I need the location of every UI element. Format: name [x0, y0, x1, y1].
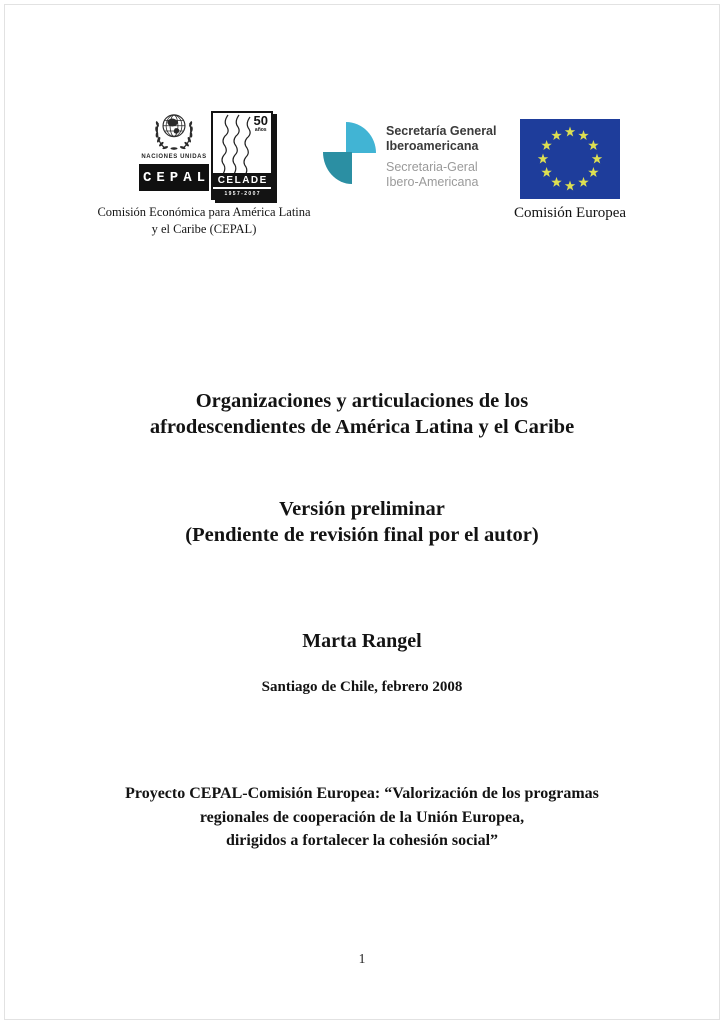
segib-pt-line2: Ibero-Americana	[386, 175, 479, 189]
segib-es-line1: Secretaría General	[386, 124, 497, 138]
un-cepal-logo	[139, 109, 209, 201]
eu-logo	[520, 119, 620, 199]
project-line2: regionales de cooperación de la Unión Europea,	[199, 808, 525, 826]
place-date: Santiago de Chile, febrero 2008	[261, 679, 463, 695]
un-caption-label: NACIONES UNIDAS	[141, 154, 207, 160]
page-number: 1	[358, 951, 366, 966]
segib-quarter-dark	[323, 152, 352, 184]
celade-anniversary	[254, 114, 268, 133]
cepal-logo-label: CEPAL	[143, 169, 211, 186]
author-name: Marta Rangel	[302, 630, 422, 652]
title-line1: Organizaciones y articulaciones de los	[195, 390, 529, 412]
version-note	[0, 496, 724, 548]
segib-mark-icon	[322, 120, 378, 186]
segib-logo	[322, 120, 497, 192]
document-title	[0, 388, 724, 440]
cepal-caption-line1: Comisión Económica para América Latina	[97, 205, 311, 219]
segib-quarter-light	[346, 122, 376, 153]
celade-years-bar: 1957-2007	[213, 189, 271, 198]
cepal-logo-box	[139, 164, 209, 191]
celade-50-word: años	[254, 127, 267, 133]
cepal-caption-line2: y el Caribe (CEPAL)	[151, 221, 257, 236]
eu-flag-icon	[520, 119, 620, 199]
version-line2: (Pendiente de revisión final por el autor)	[185, 524, 539, 546]
celade-logo	[211, 111, 273, 200]
celade-50-number: 50	[253, 113, 268, 128]
eu-caption: Comisión Europea	[513, 205, 627, 221]
cepal-caption	[92, 204, 316, 237]
project-line1: Proyecto CEPAL-Comisión Europea: “Valorización de los programas	[125, 785, 599, 802]
segib-pt-line1: Secretaria-Geral	[386, 160, 478, 174]
project-attribution	[0, 782, 724, 853]
title-line2: afrodescendientes de América Latina y el Caribe	[149, 416, 575, 438]
celade-name-bar: CELADE	[213, 173, 271, 187]
segib-wordmark	[386, 124, 497, 190]
un-emblem-icon	[146, 109, 202, 153]
celade-profiles-icon	[214, 114, 256, 176]
project-line3: dirigidos a fortalecer la cohesión social”	[225, 832, 499, 849]
segib-es-line2: Iberoamericana	[386, 139, 479, 153]
version-line1: Versión preliminar	[279, 498, 445, 520]
